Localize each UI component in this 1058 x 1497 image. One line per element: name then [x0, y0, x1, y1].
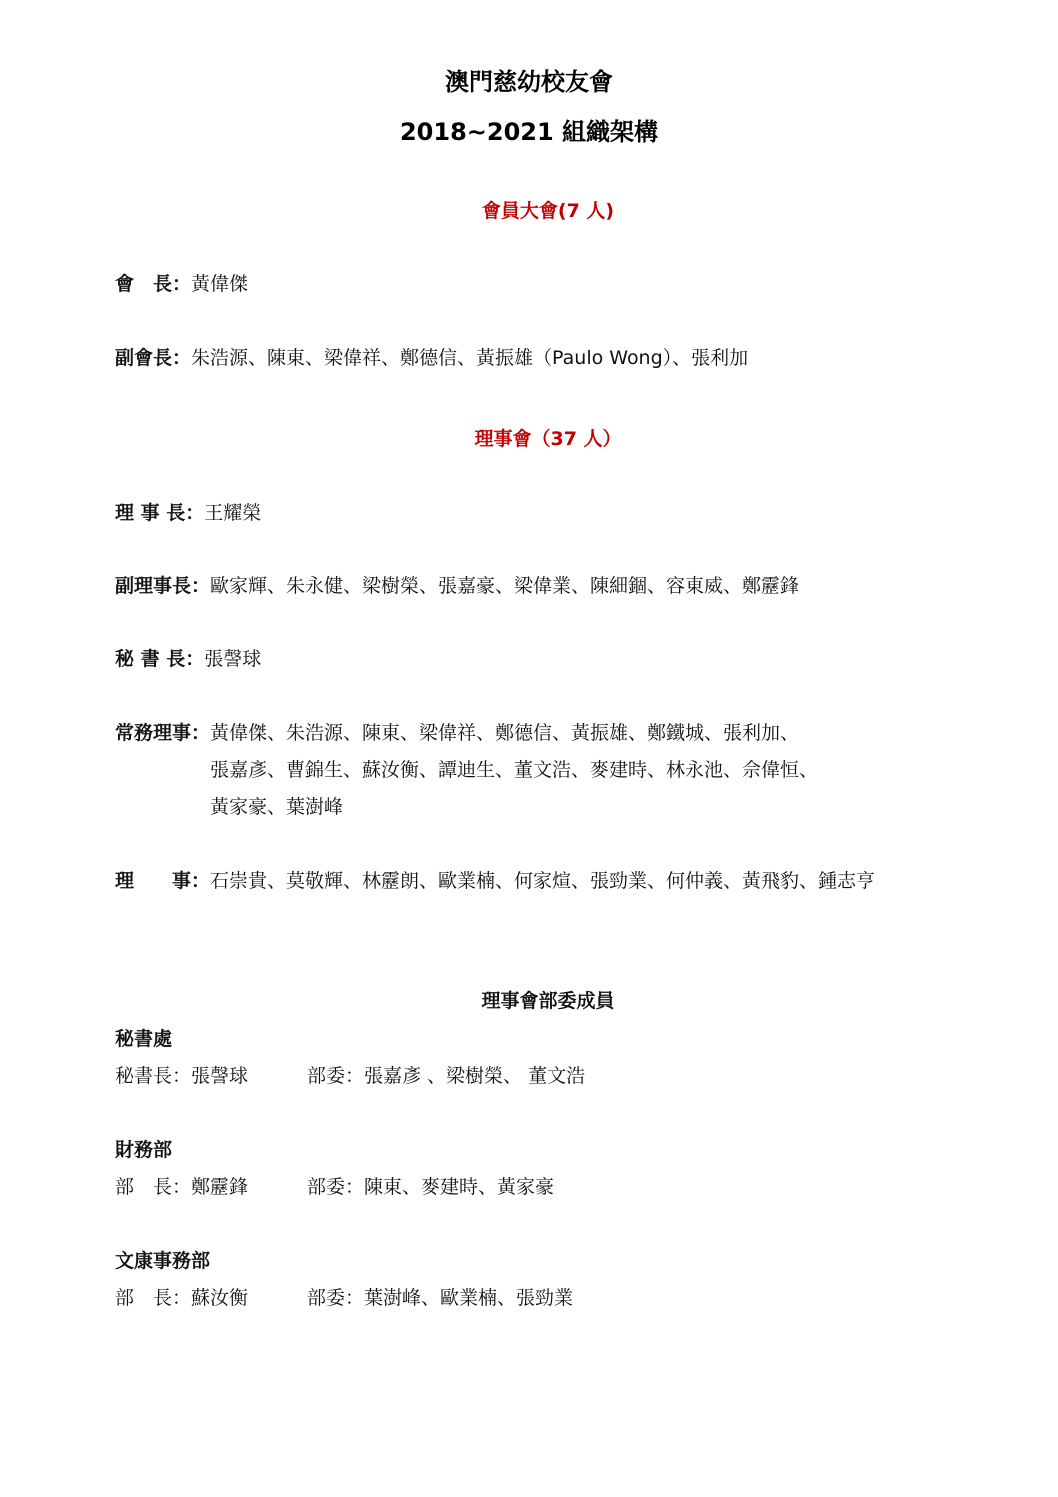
culture-members: 部委：葉澍峰、歐業楠、張勁業: [307, 1287, 574, 1309]
board-heading: 理事會（37 人）: [474, 428, 622, 450]
secretariat-head: 秘書長：張謦球: [115, 1065, 249, 1087]
standing-line-1: 黃偉傑、朱浩源、陳東、梁偉祥、鄭德信、黃振雄、鄭鐵城、張利加、: [210, 722, 800, 744]
finance-members: 部委：陳東、麥建時、黃家豪: [307, 1176, 555, 1198]
culture-title: 文康事務部: [115, 1250, 211, 1272]
chair-row: 理 事 長：王耀榮: [115, 495, 261, 532]
secretary-name: 張謦球: [204, 648, 262, 670]
secretariat-title: 秘書處: [115, 1028, 173, 1050]
secretariat-members: 部委：張嘉彥 、梁樹榮、 董文浩: [307, 1065, 586, 1087]
vice-chair-names: 歐家輝、朱永健、梁樹榮、張嘉豪、梁偉業、陳細錮、容東威、鄭靂鋒: [210, 575, 800, 597]
general-assembly-heading: 會員大會(7 人): [481, 200, 615, 222]
president-row: 會 長：黃偉傑: [115, 266, 248, 303]
culture-head: 部 長：蘇汝衡: [115, 1287, 249, 1309]
secretariat-row: [115, 1061, 585, 1088]
chair-label: 理 事 長: [115, 502, 186, 524]
vice-chair-row: 副理事長：歐家輝、朱永健、梁樹榮、張嘉豪、梁偉業、陳細錮、容東威、鄭靂鋒: [115, 568, 799, 605]
chair-name: 王耀榮: [204, 502, 262, 524]
vice-president-row: 副會長：朱浩源、陳東、梁偉祥、鄭德信、黃振雄（Paulo Wong）、張利加: [115, 340, 748, 377]
directors-label: 理 事: [115, 870, 192, 892]
president-name: 黃偉傑: [191, 273, 249, 295]
departments-heading: 理事會部委成員: [481, 990, 615, 1012]
standing-line-2: 張嘉彥、曹錦生、蘇汝衡、譚迪生、董文浩、麥建時、林永池、佘偉恒、: [210, 759, 819, 781]
standing-line-3: 黃家豪、葉澍峰: [210, 796, 344, 818]
vice-chair-label: 副理事長: [115, 575, 192, 597]
secretary-row: 秘 書 長：張謦球: [115, 641, 261, 678]
vice-president-label: 副會長: [115, 347, 173, 369]
standing-directors-names: [210, 715, 818, 826]
culture-row: [115, 1283, 573, 1310]
vice-president-names: 朱浩源、陳東、梁偉祥、鄭德信、黃振雄（Paulo Wong）、張利加: [191, 347, 749, 369]
org-subtitle: 2018~2021 組織架構: [399, 118, 659, 146]
standing-directors-label: 常務理事: [115, 722, 192, 744]
president-label: 會 長: [115, 273, 173, 295]
finance-row: [115, 1172, 554, 1199]
directors-names: 石崇貴、莫敬輝、林靂朗、歐業楠、何家煊、張勁業、何仲義、黃飛豹、鍾志亨: [210, 870, 876, 892]
finance-head: 部 長：鄭靂鋒: [115, 1176, 249, 1198]
standing-directors-row: 常務理事： 黃偉傑、朱浩源、陳東、梁偉祥、鄭德信、黃振雄、鄭鐵城、張利加、 張嘉彥、曹錦生、蘇汝衡、譚迪生、董文浩、麥建時、林永池、佘偉恒、 黃家豪、葉澍峰: [115, 715, 818, 826]
directors-row: 理 事：石崇貴、莫敬輝、林靂朗、歐業楠、何家煊、張勁業、何仲義、黃飛豹、鍾志亨: [115, 863, 875, 900]
org-title: 澳門慈幼校友會: [445, 68, 613, 96]
secretary-label: 秘 書 長: [115, 648, 186, 670]
finance-title: 財務部: [115, 1139, 173, 1161]
